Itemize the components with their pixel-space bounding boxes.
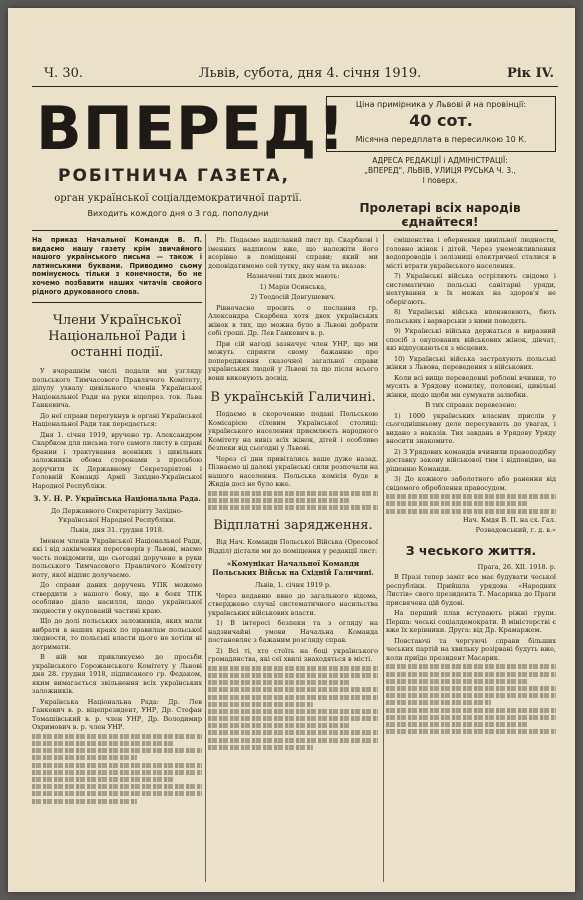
paragraph: 2) З Урядових командів вчинили правоподібну доставку закону військової тим і відповідно, на рішенню Команди. [386, 447, 556, 473]
paragraph: Що до долі польських заложників, яких мали вибрати в наших краях по правилам польської людности, то польські власти цього не хотіли ні дотримати. [32, 617, 202, 651]
subscription-info: Місячна передплата в пересилкою 10 К. [355, 135, 527, 144]
column-3 [386, 236, 556, 882]
text-line [208, 745, 313, 750]
paragraph: 7) Українські війська остріляють свідомо і систематично польські санітарні уряди, нехтування в їх межах на здоров'я не оберігають. [386, 272, 556, 306]
text-line [208, 491, 378, 496]
text-line [32, 770, 202, 775]
masthead-organ: орган української соціалдемократичної партії. [54, 193, 302, 204]
text-line [208, 687, 378, 692]
text-line [208, 673, 378, 678]
text-line [208, 716, 378, 721]
text-line [386, 494, 556, 499]
volume-year: Рік IV. [506, 66, 554, 81]
paragraph: Подаємо в скороченню подані Польською Комісарією сїлевим Української столиці: українського населення приємлюєть народного Комітету на вивіз всїх жінок, дітей і особливо безпеки від сьогодні у Львові. [208, 410, 378, 452]
text-line [208, 505, 378, 510]
communique-title: «Комунікат Начальної Команди Польських Військ на Східній Галичині. [212, 559, 374, 578]
masthead-title: ВПЕРЕД! [36, 94, 346, 164]
article-heading: В українській Галичині. [210, 390, 376, 405]
paragraph: Дня 1. січня 1919, вручено тр. Александром Скарбком для письма того самого листу в справі бранни і трактування всеніких і цивільних заложників обома сторонами з просьбою доручити іх Державному Секретаріятові і Головній Команді Армії Західно-Української Народної Республіки. [32, 430, 202, 490]
article-body [208, 538, 378, 750]
paragraph: При сій нагоді зазначує член УНР, що ми можуть сприяти свому бажанню про попередження сказочної загальної справи українських людей у Львові та що після всього вони виконують досвід. [208, 339, 378, 382]
article-body [208, 410, 378, 510]
column-1 [32, 236, 202, 882]
list-item: 1) Марія Осинська, [259, 282, 327, 291]
communique-date: Львів, 1. січня 1919 р. [254, 581, 332, 590]
text-line [208, 695, 378, 700]
letter-date: Львів, дня 31. грудня 1918. [70, 526, 164, 535]
signature: З. У. Н. Р. Українська Національна Рада. [33, 494, 201, 504]
paragraph: 3) До кожного заболотного або ранення від свідомого оброблення правосудом. [386, 475, 556, 492]
paragraph: У вчорашнім числі подали ми узгляду польського Тимчасового Правлячого Комітету, діпулу ухвалу цивільного членів Української Національної Ради на руки віцепрез. тов. Льва Ганкевича. [32, 367, 202, 410]
top-rule [32, 86, 558, 87]
text-line [32, 791, 202, 796]
text-line [32, 777, 175, 782]
article-body [32, 367, 202, 803]
paragraph: Через недавню явно до загального відома, стверджено случаї систематичного насильства українських військових власти. [208, 591, 378, 617]
text-line [208, 738, 378, 743]
paragraph: 9) Українські війська держаться в виразний спосіб з окупованих військових жінок, дівчат, які відпускаються з місцевих. [386, 327, 556, 352]
text-line [386, 501, 529, 506]
text-line [386, 700, 491, 705]
paragraph: 10) Українські війська застрахують польські жінки з Львова, переведення з військових. [386, 354, 556, 371]
dateline-bar [30, 63, 560, 83]
article-body [208, 236, 378, 382]
address-line: АДРЕСА РЕДАКЦІЇ і АДМІНІСТРАЦІЇ: [372, 156, 508, 165]
text-line [208, 498, 351, 503]
list-item: 2) Теодосій Довгушевич. [250, 293, 336, 301]
paragraph: Українська Національна Рада: Др. Лев Ганкевич в. р. віцепрезидент, УНР, Др. Стефан Томашівський в. р. член УНР, Др. Володимир Охримович в. р. член УНР. [32, 697, 202, 732]
signature: Розвадовський, г. д. в.» [475, 526, 556, 535]
paragraph: Рівночасно просить о послання гр. Александра Скарбека хотя двох українських жінок в тих, що можна було в Львові добрати собі гроші. Др. Лев Ганкевич в. р. [208, 303, 378, 337]
text-line [386, 708, 556, 713]
paragraph: 8) Українські війська вповзвоюють, бють польських і варварськи з ними поводять. [386, 308, 556, 325]
address-line: І поверх. [422, 176, 458, 185]
article-date: Прага, 26. XII. 1918. р. [477, 562, 556, 571]
paragraph: Через сї дни привітались ваше дуже назад. Пізнаємо ці далекі українські сили розпочали на нашого населення. Польська комісія буде в Жидів досі не було вже. [208, 454, 378, 488]
paragraph: смішенства і обернення цивільної людности, головно жінок і дітей. Через унеможливлення водопроводів і зелізниці електричної сталися в місті втрати українського населення. [386, 236, 556, 270]
column-divider [383, 234, 384, 882]
paragraph: До неї справи перегукнув в органі Української Національної Ради так передається: [32, 411, 202, 429]
slogan: Пролетарі всіх народів єднайтеся! [359, 201, 521, 229]
masthead-bottom-rule [32, 230, 558, 231]
text-line [386, 722, 529, 727]
text-line [208, 723, 351, 728]
text-line [208, 702, 313, 707]
text-line [386, 715, 556, 720]
text-line [386, 679, 529, 684]
price-value: 40 сот. [409, 111, 473, 130]
article-body [386, 236, 556, 535]
list-heading: В тих справах перевезено: [425, 401, 517, 409]
paragraph: 1) В інтересі безпеки та з огляду на надзвичайні умови Начальна Команда постановляє з бажаним розгляду справ. [208, 619, 378, 645]
paragraph: На перший плав вступають ріжні групи. Перша: чеські соціалдемократи. В міністерстві є вже їх керівники. Друга: від Др. Крамаржем. [386, 609, 556, 635]
address-line: „ВПЕРЕД", ЛЬВІВ, УЛИЦЯ РУСЬКА Ч. 3., [364, 166, 516, 175]
masthead-subtitle: РОБІТНИЧА ГАЗЕТА, [58, 166, 290, 186]
text-line [32, 799, 137, 804]
paragraph: 1) 1000 українських власних прислів у сьогоднішньому деле пересувають до увагах, і видано з наказів. Тих завдань в Урядову Уряду вносити знакомите. [386, 411, 556, 445]
text-line [208, 730, 378, 735]
paragraph: В ній ми прикликуємо до просьби українського Горожанського Комітету у Львові дня 28. грудня 1918, підписаного гр. Федаком, яким вимагається звільнення всіх українських заложників. [32, 653, 202, 696]
text-line [32, 734, 202, 739]
paragraph: Від Нач. Команди Польської Війська (Оресової Відділ) дістали ми до поміщення у редакції лист: [208, 538, 378, 555]
text-line [208, 666, 378, 671]
issue-date: Львів, субота, дня 4. січня 1919. [198, 66, 422, 81]
paragraph: Рb. Подаємо надісланий лист пр. Скарбкові і іменних надписом вже, що належіти його всерівно в поміщенні справи; який ми доповідатимемо сей тутку, яку нам та вказав: [208, 236, 378, 270]
article-heading: Відплатні зарядження. [213, 518, 373, 534]
column-2 [208, 236, 378, 882]
newspaper-page [8, 8, 575, 892]
text-line [32, 755, 137, 760]
issue-number: Ч. 30. [44, 66, 83, 81]
paragraph: Іменем членів Української Національної Ради, які і від закінчення переговорів у Львові, маємо честь повідомити, що сьогодні доручено в руки польського Тимчасового Правлячого Комітету ноту, якої відпис долучаємо. [32, 536, 202, 579]
text-line [208, 680, 351, 685]
text-line [386, 672, 556, 677]
editorial-address [326, 156, 554, 186]
paragraph: До справи даних доручень УПК можемо ствердити з нашого боку, що в боях ТПК особливо діяло насилля, щодо української людности у окупованій частині краю. [32, 581, 202, 615]
signature: Нач. Кмдя В. П. на сх. Гал. [462, 515, 556, 524]
article-body [386, 563, 556, 734]
paragraph: В Празі тепер заміт все має будувати чеської республіки. Прийшла урядова «Народних Листів» свого президента Т. Масарика до Праги присвячена цій будові. [386, 573, 556, 607]
column-divider [205, 234, 206, 882]
addressee: До Державного Секретаріяту Західно-Української Народної Республіки. [50, 507, 183, 524]
article-heading: Члени Української Національної Ради і останні події. [48, 313, 186, 361]
price-label: Ціна примірника у Львові й на провінції: [355, 100, 527, 109]
text-line [32, 784, 202, 789]
text-line [32, 741, 175, 746]
price-box [326, 96, 556, 152]
text-line [32, 763, 202, 768]
text-line [386, 664, 556, 669]
text-line [386, 693, 556, 698]
text-line [32, 748, 202, 753]
text-line [208, 709, 378, 714]
article-heading: З чеського життя. [405, 542, 537, 558]
text-line [386, 686, 556, 691]
editorial-notice: На приказ Начальної Команди В. П. видаємо нашу газету крім звичайного нашого українського письма — також і латинськими буквами. Приводимо сьому помінуємось тільки з конечности, бо не хочемо позбавити наших читачів свойого рідного друкованого слова. [32, 236, 202, 303]
text-line [386, 729, 556, 734]
paragraph: 2) Всі ті, хто стоїть на боці українського громадянства, які сеї хвилі знаходяться в місті. [208, 646, 378, 664]
paragraph: Повстаючі та чергуючі справи більших чеських партій на хвильку розірвані будуть вже, коли приїде президент Масарик. [386, 636, 556, 662]
masthead-frequency: Виходить кождого дня о 3 год. пополудни [87, 209, 269, 218]
paragraph: Коли всі вище переведенні роблені вчинки, то мусять в Урядову помилку, полонені, цивільні жінки, щодо щоби ми сумувати залюбки. [386, 373, 556, 399]
list-heading: Назначені тих двох мають: [246, 272, 340, 280]
text-line [386, 509, 556, 514]
